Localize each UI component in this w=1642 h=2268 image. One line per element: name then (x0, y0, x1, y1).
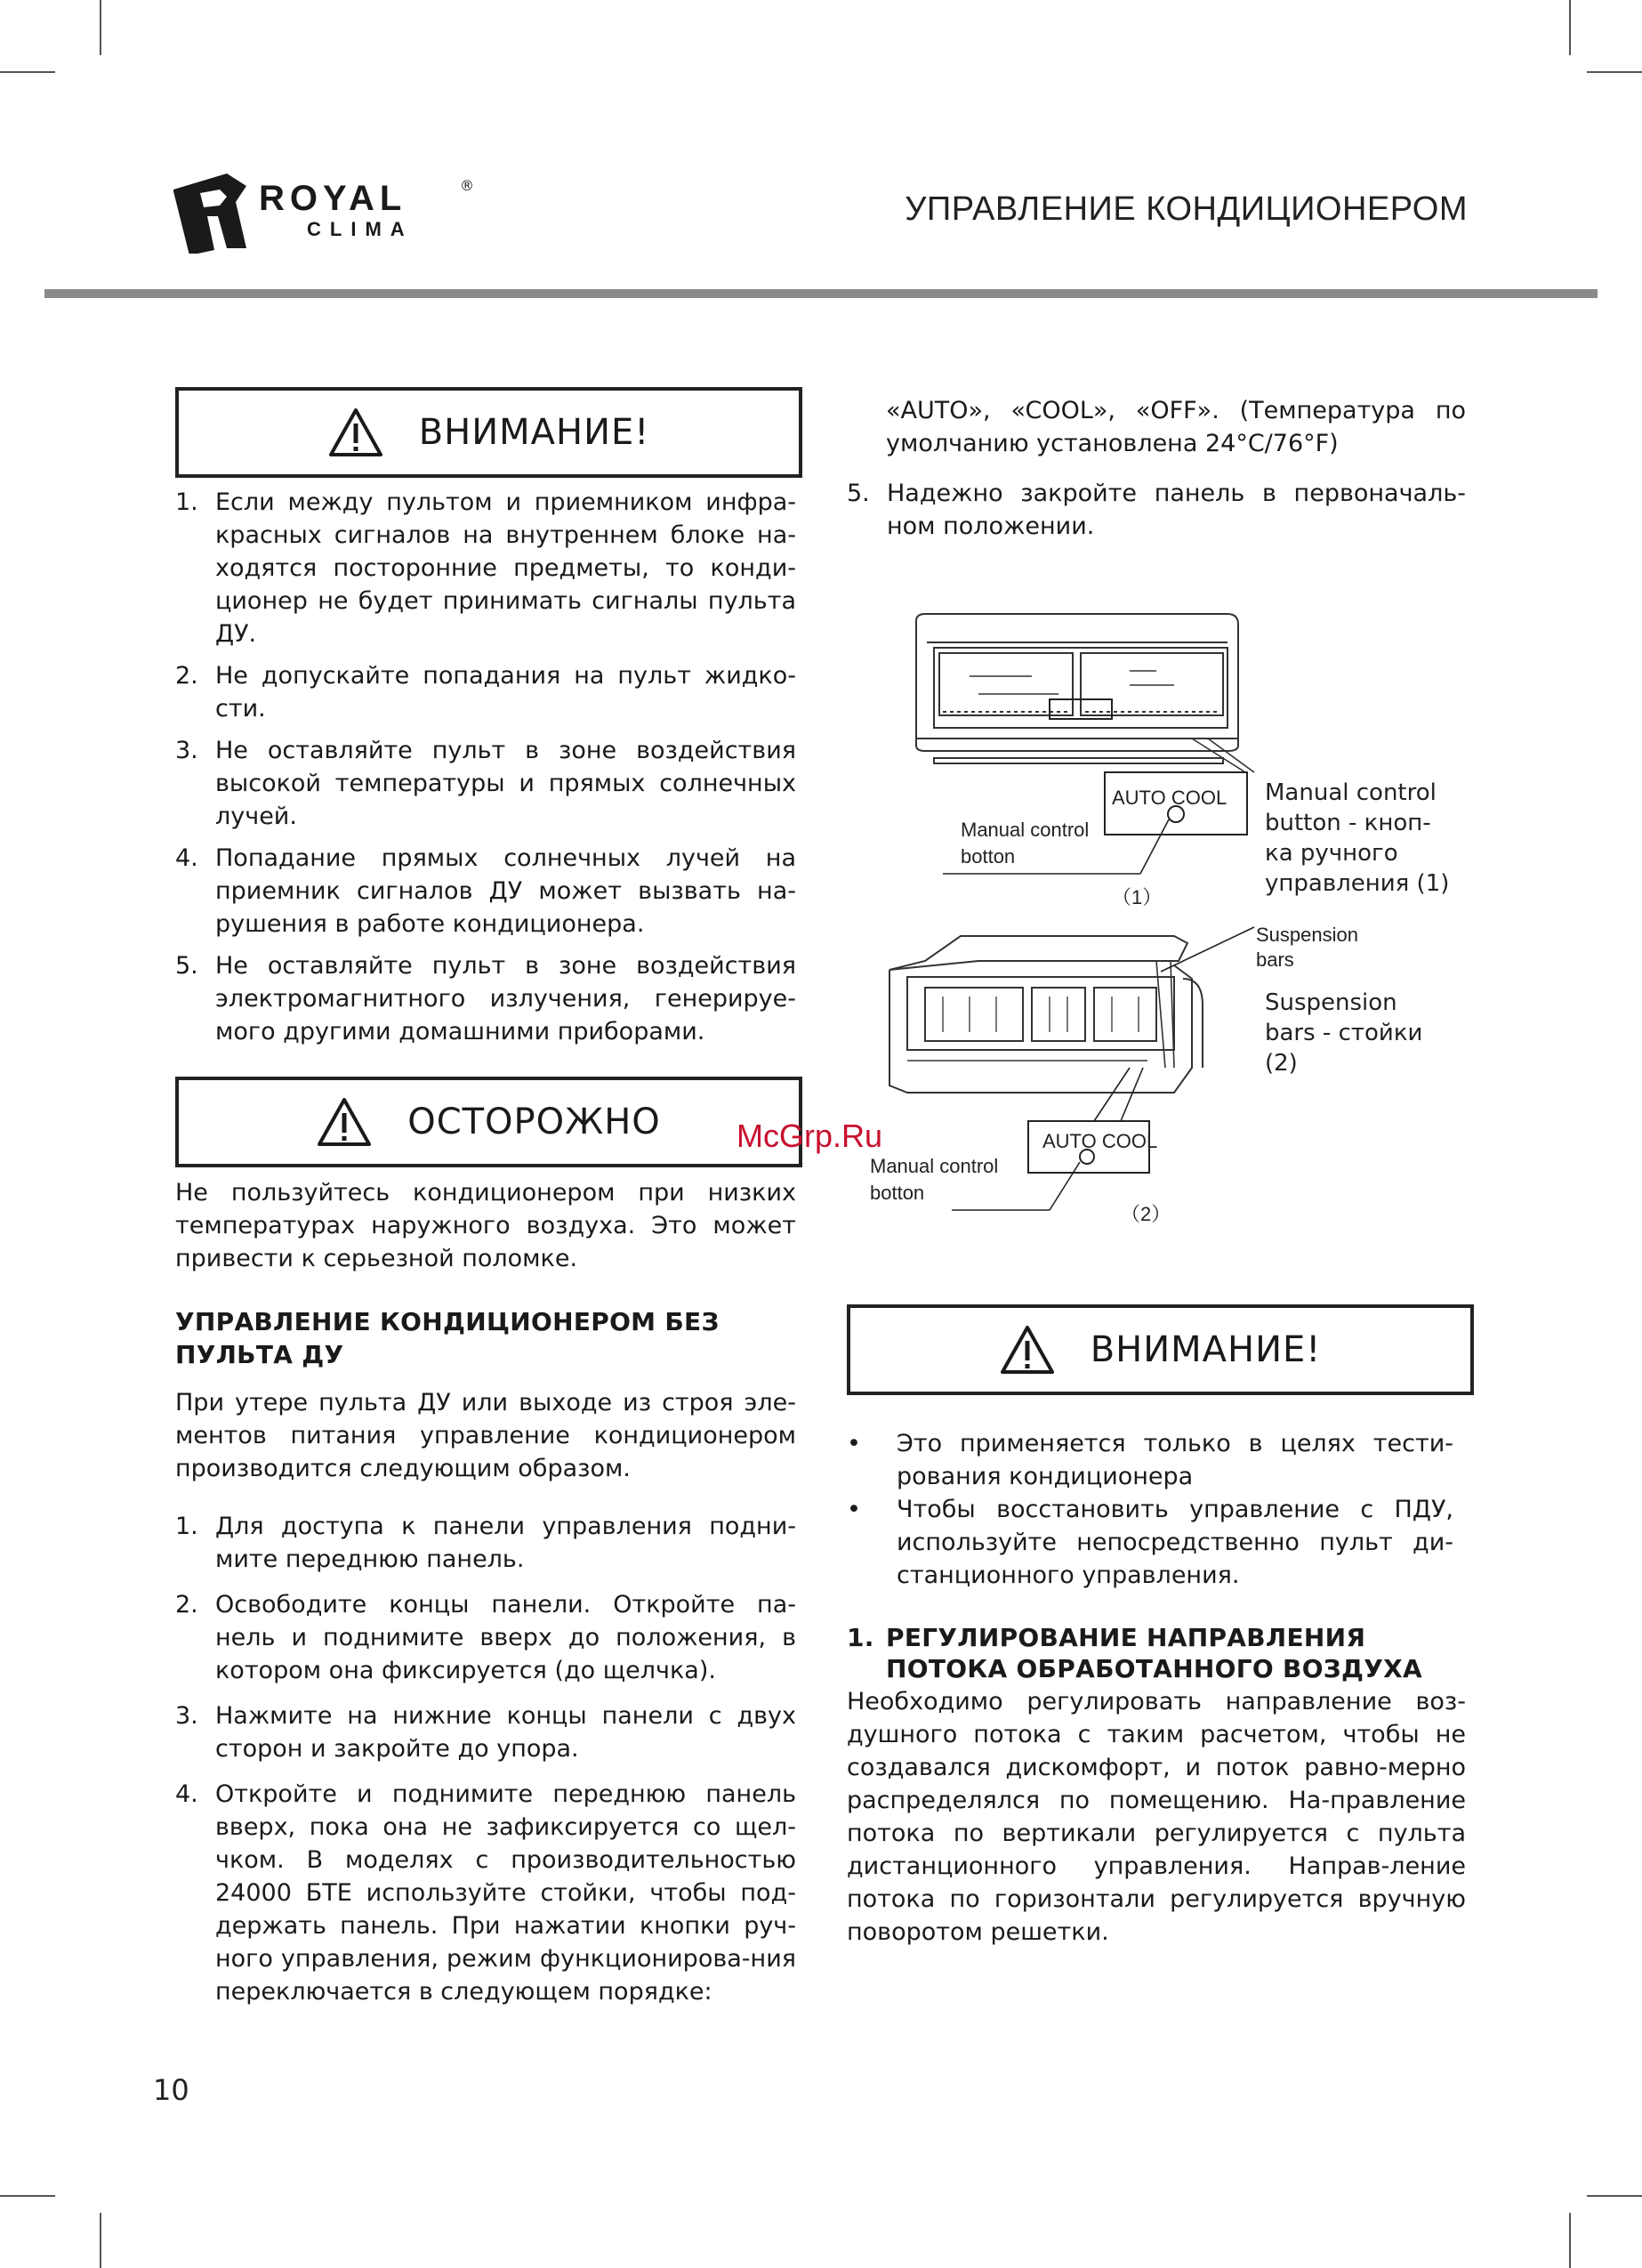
warning-bullets (847, 1427, 1453, 1592)
item-text: Не оставляйте пульт в зоне воздействия электромагнитного излучения, генерируе-мого другими домашними приборами. (215, 952, 796, 1045)
bullet-mark: • (847, 1430, 861, 1457)
botton-label-2: botton (870, 1182, 925, 1204)
diagram-caption-2: （2） (1121, 1203, 1171, 1225)
list-item (847, 1427, 1453, 1493)
item-text: Для доступа к панели управления подни-мите переднюю панель. (215, 1513, 796, 1573)
item-number: 2. (175, 662, 198, 690)
suspension-description (1265, 988, 1469, 1078)
crop-mark (1569, 2213, 1571, 2268)
desc-line: ка ручного (1265, 840, 1398, 867)
brand-subname: CLIMA (307, 218, 414, 240)
desc-line: Manual control (1265, 779, 1437, 806)
auto-cool-label-1: AUTO COOL (1112, 787, 1227, 809)
item-text: Нажмите на нижние концы панели с двух сторон и закройте до упора. (215, 1702, 796, 1763)
brand-registered: ® (460, 177, 474, 194)
section-heading: УПРАВЛЕНИЕ КОНДИЦИОНЕРОМ БЕЗ ПУЛЬТА ДУ (175, 1307, 720, 1369)
warning-triangle-icon (328, 408, 383, 457)
warning-box (175, 387, 802, 478)
warning-triangle-icon (1000, 1325, 1055, 1375)
list-item (175, 842, 796, 940)
caution-box (175, 1077, 802, 1167)
brand-logo (173, 174, 485, 254)
auto-cool-label-2: AUTO COOL (1042, 1130, 1158, 1152)
warning-triangle-icon (317, 1097, 372, 1147)
list-item (175, 1588, 796, 1687)
list-item (175, 1699, 796, 1765)
manual-control-description (1265, 778, 1469, 899)
steps-list-cont (847, 477, 1466, 543)
warning-list (175, 486, 796, 1048)
item-number: 5. (175, 952, 198, 980)
crop-mark (0, 71, 55, 73)
warning-title: ВНИМАНИЕ! (1090, 1329, 1322, 1370)
header-divider (44, 289, 1598, 298)
airflow-heading-line2: ПОТОКА ОБРАБОТАННОГО ВОЗДУХА (886, 1654, 1422, 1683)
list-item (175, 949, 796, 1048)
crop-mark (1569, 0, 1571, 55)
page-title: УПРАВЛЕНИЕ КОНДИЦИОНЕРОМ (905, 190, 1468, 228)
botton-label-1: botton (961, 845, 1016, 868)
steps-list (175, 1510, 796, 2008)
warning-title: ВНИМАНИЕ! (418, 412, 650, 453)
item-number: 1. (175, 1513, 198, 1540)
crop-mark (1587, 2195, 1642, 2197)
item-text: Откройте и поднимите переднюю панель вверх, пока она не зафиксируется со щел-чком. В моделях с производительностью 24000 БТЕ используйте стойки, чтобы под-держать панель. При нажатии кнопки руч-ного управления, режим функционирова-ния переключается в следующем порядке: (215, 1780, 796, 2006)
list-item (847, 1493, 1453, 1592)
bars-label: bars (1256, 948, 1294, 971)
crop-mark (0, 2195, 55, 2197)
desc-line: button - кноп- (1265, 810, 1431, 836)
item-number: 5. (847, 480, 870, 507)
item-number: 3. (175, 1702, 198, 1730)
crop-mark (100, 2213, 101, 2268)
item-text: Надежно закройте панель в первоначаль-ном положении. (887, 480, 1466, 540)
unit-diagram (854, 605, 1477, 1246)
brand-name: ROYAL (259, 179, 407, 218)
list-item (175, 1510, 796, 1576)
airflow-heading-line1: РЕГУЛИРОВАНИЕ НАПРАВЛЕНИЯ (886, 1623, 1366, 1652)
desc-line: управления (1) (1265, 870, 1450, 897)
list-item (175, 486, 796, 650)
caution-text: Не пользуйтесь кондиционером при низких температурах наружного воздуха. Это может привести к серьезной поломке. (175, 1179, 796, 1272)
caution-title: ОСТОРОЖНО (407, 1102, 661, 1142)
step-continuation: «AUTO», «COOL», «OFF». (Температура по умолчанию установлена 24°C/76°F) (886, 397, 1466, 457)
list-item (847, 477, 1466, 543)
manual-control-label-2: Manual control (870, 1155, 999, 1177)
crop-mark (100, 0, 101, 55)
crop-mark (1587, 71, 1642, 73)
bullet-mark: • (847, 1496, 861, 1523)
airflow-number: 1. (847, 1623, 874, 1652)
item-text: Чтобы восстановить управление с ПДУ, используйте непосредственно пульт ди-станционного управления. (897, 1496, 1453, 1589)
page-number: 10 (153, 2073, 189, 2107)
indoor-unit-open-front (916, 614, 1254, 772)
suspension-label: Suspension (1256, 924, 1358, 946)
item-number: 4. (175, 1780, 198, 1808)
item-number: 2. (175, 1591, 198, 1618)
manual-control-label-1: Manual control (961, 819, 1090, 841)
list-item (175, 734, 796, 833)
list-item (175, 1778, 796, 2008)
desc-line: bars - стойки (1265, 1020, 1423, 1046)
section-intro: При утере пульта ДУ или выходе из строя эле-ментов питания управление кондиционером производится следующим образом. (175, 1389, 796, 1482)
item-number: 4. (175, 844, 198, 872)
item-text: Это применяется только в целях тести-рования кондиционера (897, 1430, 1453, 1490)
indoor-unit-open-perspective (889, 927, 1254, 1093)
list-item (175, 659, 796, 725)
item-text: Попадание прямых солнечных лучей на приемник сигналов ДУ может вызвать на-рушения в работе кондиционера. (215, 844, 796, 938)
airflow-text: Необходимо регулировать направление воз-душного потока с таким расчетом, чтобы не создавался дискомфорт, и поток равно-мерно распределялся по помещению. На-правление потока по вертикали регулируется с пульта дистанционного управления. Направ-ление потока по горизонтали регулируется вручную поворотом решетки. (847, 1688, 1466, 1946)
brand-logo-icon (173, 174, 254, 254)
desc-line: Suspension (1265, 989, 1397, 1016)
warning-box (847, 1304, 1474, 1395)
desc-line: (2) (1265, 1050, 1298, 1077)
diagram-caption-1: （1） (1112, 886, 1163, 908)
watermark: McGrp.Ru (736, 1118, 883, 1154)
item-text: Не допускайте попадания на пульт жидко-сти. (215, 662, 796, 722)
item-number: 3. (175, 737, 198, 764)
item-text: Освободите концы панели. Откройте па-нель и поднимите вверх до положения, в котором она фиксируется (до щелчка). (215, 1591, 796, 1684)
item-number: 1. (175, 488, 198, 516)
item-text: Если между пультом и приемником инфра-красных сигналов на внутреннем блоке на-ходятся посторонние предметы, то конди-ционер не будет принимать сигналы пульта ДУ. (215, 488, 796, 648)
item-text: Не оставляйте пульт в зоне воздействия высокой температуры и прямых солнечных лучей. (215, 737, 796, 830)
